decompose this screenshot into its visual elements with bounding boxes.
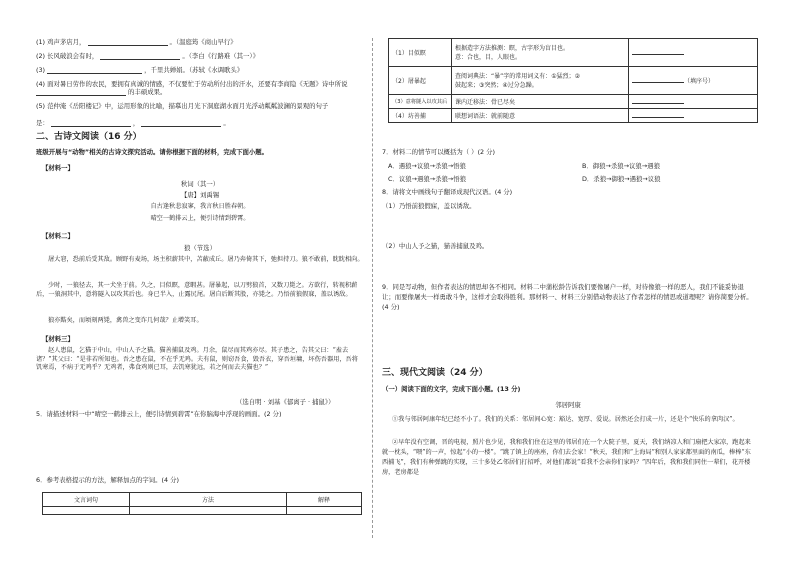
answer-blank[interactable] bbox=[632, 111, 684, 118]
q4-item-5 bbox=[36, 102, 364, 110]
q4-item-2 bbox=[36, 52, 259, 60]
item-number: (1) bbox=[36, 38, 46, 46]
q7-option-c[interactable]: C．议狼→遇狼→杀狼→悟狼 bbox=[388, 175, 467, 183]
answer-cell[interactable] bbox=[629, 67, 758, 95]
column-divider bbox=[372, 38, 373, 538]
item-source: 的丰硕成果。 bbox=[128, 88, 167, 96]
phrase-cell: （4）坊善捕 bbox=[389, 109, 452, 123]
item-source: ，千里共婵娟。（苏轼《水调歌头》 bbox=[144, 66, 244, 74]
material-2-title: 狼（节选） bbox=[184, 244, 216, 252]
article-para-2: ②早年没有空调，晋的电视，照片也少见，我和我们住在这里的邻居们在一个大院子里，夏天，我们纳凉人和门扇把大家凉，跑起来就一枕头，“喂”的一声，惊起“小的一楼”。“跳了镇上的座座，你们去会家！”秋天，我们和“上海局”和别人家家都里面的南瓜，棒棒“东西捕飞”，我们有种弹跳的实现，三十多处乙邻居们打招呼，对他们都说“看我不会亲你们家吗？”四年后，我和我们同住一辈们，花开楼房，老房都是 bbox=[382, 439, 751, 476]
table-row bbox=[389, 39, 758, 67]
item-text: 面对暑日劳作的农民，要拥有真诚的情感，不仅要忙于劳动所付出的汗水，还要有李商隐《无题》诗中所说 bbox=[47, 80, 348, 88]
article-para-1: ①我与邻居阿康年纪已经不小了。我们的关系：邻居间心宽：豁达、宽厚、爱说。居然还会打成一片，还是个“快乐的拿肉汉”。 bbox=[392, 416, 739, 423]
q7-option-a[interactable]: A．遇狼→议狼→杀狼→悟狼 bbox=[388, 162, 466, 170]
answer-blank[interactable] bbox=[51, 120, 131, 127]
item-text: 鸡声茅店月， bbox=[47, 38, 86, 46]
material-2-para-2: 少时，一狼径去，其一犬坐于前。久之，目似瞑，意暇甚。屠暴起，以刀劈狼首，又数刀毙之。方欲行，转视积薪后，一狼洞其中，意将隧入以攻其后也。身已半入，止露尻尾。屠自后断其股，亦毙之。乃悟前狼假寐，盖以诱敌。 bbox=[36, 282, 358, 298]
table-row bbox=[389, 95, 758, 109]
table-row bbox=[389, 109, 758, 123]
header-phrase: 文言词句 bbox=[43, 493, 130, 507]
phrase-cell: （1）目似瞑 bbox=[389, 39, 452, 67]
material-1-label: 【材料一】 bbox=[42, 164, 74, 172]
section-3-title: 三、现代文阅读（24 分） bbox=[382, 368, 488, 378]
answer-cell[interactable] bbox=[629, 39, 758, 67]
answer-blank[interactable] bbox=[47, 67, 142, 74]
material-3-para: 赵人患鼠，乞猫于中山，中山人予之猫。猫善捕鼠及鸡。月余，鼠尽而其鸡亦尽。其子患之，告其父曰：“盍去诸？”其父曰：“是非若所知也。吾之患在鼠，不在乎无鸡。夫有鼠，则窃吾食，毁吾衣，穿吾垣墉，坏伤吾器用，吾将饥寒焉，不病于无鸡乎？无鸡者，弗食鸡则已耳，去饥寒犹远，若之何而去夫猫也？” bbox=[36, 347, 358, 372]
table-row bbox=[389, 67, 758, 95]
header-method: 方法 bbox=[130, 493, 287, 507]
method-cell: 联想词语法：就前随意 bbox=[452, 109, 629, 123]
answer-blank[interactable] bbox=[632, 48, 684, 55]
poem-line-2: 晴空一鹤排云上，便引诗情到碧霄。 bbox=[150, 215, 250, 222]
question-9: 9．同是写动物，但作者表达的情思却各不相同。材料二中蒲松龄告诉我们要像屠户一样，对待像狼一样的恶人，我们不能妥协退让；而要像屠夫一样勇敢斗争，这样才会取得胜利。那材料一、材料三分别借动物表达了作者怎样的情思或道理呢？请你简要分析。(4 分) bbox=[382, 283, 753, 311]
item-number: (2) bbox=[36, 52, 46, 60]
question-5: 5．请描述材料一中“晴空一鹤排云上，便引诗情到碧霄”在你脑海中浮现的画面。(2 分) bbox=[36, 410, 282, 418]
header-explanation: 解释 bbox=[287, 493, 362, 507]
method-cell: 查阅词典法：“暴”字的常用词义有：①猛烈；② 鼓起来；③突然；④过分急躁。 bbox=[452, 67, 629, 95]
phrase-cell: （3）意将隧入以攻其后 bbox=[389, 95, 452, 109]
question-6: 6．参考表格提示的方法，解释加点的字词。(4 分) bbox=[36, 476, 179, 484]
question-8: 8．请将文中画线句子翻译成现代汉语。(4 分) bbox=[382, 188, 513, 196]
item-number: (4) bbox=[36, 80, 46, 88]
q8-item-1: （1）乃悟前狼假寐，盖以诱敌。 bbox=[382, 202, 476, 210]
answer-hint: （填序号） bbox=[684, 78, 715, 85]
poem-title: 秋词（其一） bbox=[180, 180, 220, 188]
item-number: (3) bbox=[36, 66, 46, 74]
section-3-sub-1: （一）阅读下面的文字，完成下面小题。(13 分) bbox=[382, 385, 521, 393]
q7-option-d[interactable]: D．杀狼→御狼→遇狼→议狼 bbox=[582, 175, 661, 183]
poem-author: 【唐】刘禹锡 bbox=[180, 191, 220, 199]
material-2-label: 【材料二】 bbox=[42, 232, 74, 240]
section-2-title: 二、古诗文阅读（16 分） bbox=[36, 132, 142, 142]
answer-blank[interactable] bbox=[141, 120, 221, 127]
method-cell: 课内迁移法：骨已尽矣 bbox=[452, 95, 629, 109]
q6-table-body bbox=[388, 38, 758, 123]
question-7: 7．材料二的情节可以概括为（ ）(2 分) bbox=[382, 148, 496, 156]
item-source: 。（温庭筠《商山早行》 bbox=[169, 38, 237, 46]
answer-blank[interactable] bbox=[100, 53, 180, 60]
q4-item-4 bbox=[36, 80, 364, 96]
answer-blank[interactable] bbox=[36, 89, 126, 96]
item-text: 长风破浪会有时， bbox=[47, 52, 99, 60]
q6-table-header bbox=[42, 492, 362, 515]
section-2-intro: 班级开展与“动物”相关的古诗文探究活动。请你根据下面的材料，完成下面小题。 bbox=[36, 148, 269, 156]
poem-line-1: 自古逢秋悲寂寥，我言秋日胜春朝。 bbox=[150, 203, 250, 210]
phrase-cell: （2）屠暴起 bbox=[389, 67, 452, 95]
q7-option-b[interactable]: B．御狼→杀狼→议狼→遇狼 bbox=[582, 162, 660, 170]
material-2-para-1: 屠大窘，恐前后受其敌。顾野有麦场，场主积薪其中，苫蔽成丘。屠乃奔倚其下，弛担持刀。狼不敢前，眈眈相向。 bbox=[48, 256, 364, 263]
q8-item-2: （2）中山人予之猫，猫善捕鼠及鸡。 bbox=[382, 242, 489, 250]
answer-blank[interactable] bbox=[632, 97, 684, 104]
item-source: 。（李白《行路难（其一）》 bbox=[182, 52, 260, 60]
answer-cell[interactable] bbox=[629, 95, 758, 109]
answer-blank[interactable] bbox=[88, 39, 168, 46]
q4-item-1 bbox=[36, 38, 237, 46]
material-3-label: 【材料三】 bbox=[42, 335, 74, 343]
answer-blank[interactable] bbox=[632, 76, 684, 83]
item-text: 范仲淹《岳阳楼记》中，运用形象的比喻，描摹出月光下洞庭湖水面月光浮动粼粼波澜的景观的句子 bbox=[47, 102, 329, 110]
item-number: (5) bbox=[36, 102, 46, 110]
q4-item-5-answer: 是： ， 。 bbox=[36, 119, 230, 127]
item-text: 是： bbox=[36, 119, 49, 127]
article-title: 邻居阿康 bbox=[555, 401, 581, 409]
method-cell: 根据造字方法推测：瞑，古字形为盲目也。 意：合也，目，人眼也。 bbox=[452, 39, 629, 67]
q4-item-3 bbox=[36, 66, 243, 74]
material-2-para-3: 狼亦黠矣，而顷刻两毙，禽兽之变诈几何哉？止增笑耳。 bbox=[48, 317, 203, 324]
answer-cell[interactable] bbox=[629, 109, 758, 123]
material-3-source: （选自明 · 刘基《郁离子 · 捕鼠》） bbox=[236, 398, 335, 406]
